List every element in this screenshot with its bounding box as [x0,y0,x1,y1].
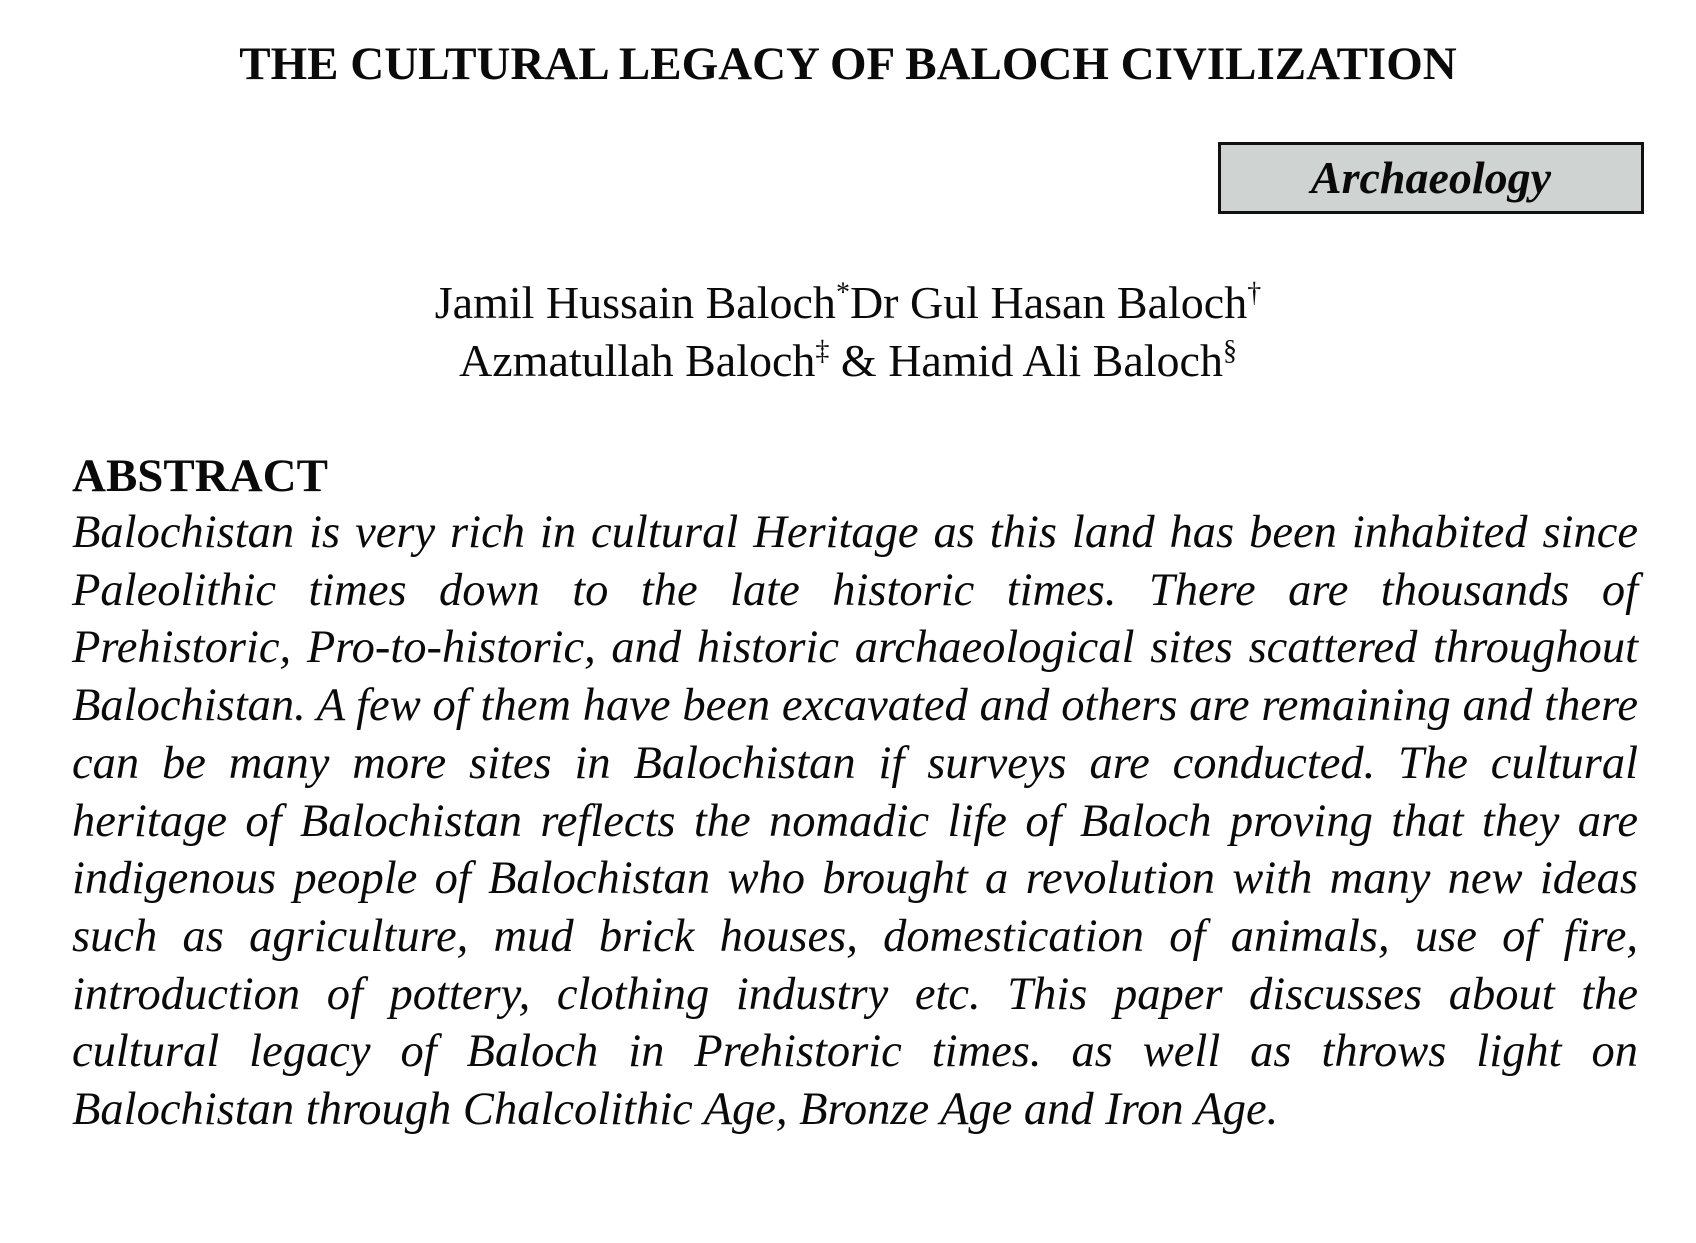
author-footnote-mark[interactable]: * [835,277,850,309]
paper-title: THE CULTURAL LEGACY OF BALOCH CIVILIZATION [239,38,1457,90]
author-connector: & [829,335,889,386]
category-label: Archaeology [1310,152,1552,203]
category-badge [1218,142,1644,214]
author-line-1 [0,274,1696,332]
author-name: Dr Gul Hasan Baloch [849,277,1248,328]
author-name: Hamid Ali Baloch [888,335,1223,386]
author-footnote-mark[interactable]: † [1247,277,1262,309]
author-footnote-mark[interactable]: ‡ [815,335,830,367]
abstract-text: Balochistan is very rich in cultural Heritage as this land has been inhabited since Paleolithic times down to the late historic times. There are thousands of Prehistoric, Pro-to-historic, and historic archaeological sites scattered throughout Balochistan. A few of them have been excavated and others are remaining and there can be many more sites in Balochistan if surveys are conducted. The cultural heritage of Balochistan reflects the nomadic life of Baloch proving that they are indigenous people of Balochistan who brought a revolution with many new ideas such as agriculture, mud brick houses, domestication of animals, use of fire, introduction of pottery, clothing industry etc. This paper discusses about the cultural legacy of Baloch in Prehistoric times. as well as throws light on Balochistan through Chalcolithic Age, Bronze Age and Iron Age. [72,507,1638,1136]
abstract-heading: ABSTRACT [72,450,328,502]
author-name: Jamil Hussain Baloch [434,277,836,328]
author-list [0,274,1696,390]
author-line-2 [0,332,1696,390]
author-name: Azmatullah Baloch [459,335,816,386]
author-footnote-mark[interactable]: § [1222,335,1237,367]
